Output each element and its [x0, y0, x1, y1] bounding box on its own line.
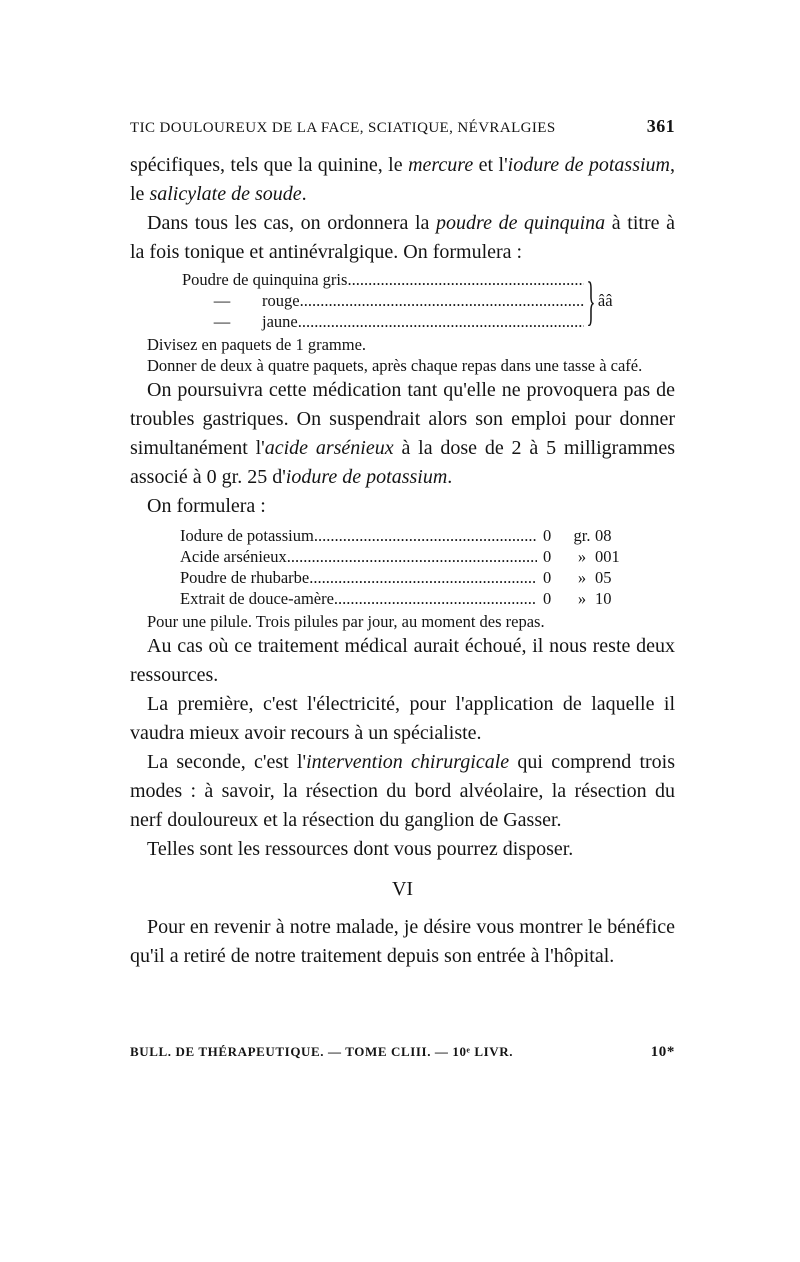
paragraph-5: On poursuivra cette médication tant qu'elle ne provoquera pas de troubles gastriques. On suspendrait alors son emploi pour donner simultanément l'acide arsénieux à la dose de 2 à 5 milligrammes associé à 0 gr. 25 d'iodure de potassium.	[130, 379, 675, 488]
formula-row: Extrait de douce-amère ..... 0 » 10	[180, 588, 625, 609]
paragraph-9: La première, c'est l'électricité, pour l'application de laquelle il vaudra mieux avoir recours à un spécialiste.	[130, 693, 675, 744]
formula-row: Poudre de quinquina gris .....	[182, 269, 584, 290]
running-head	[130, 116, 675, 137]
running-title: TIC DOULOUREUX DE LA FACE, SCIATIQUE, NÉVRALGIES	[130, 120, 556, 136]
paragraph-12: Pour en revenir à notre malade, je désire vous montrer le bénéfice qu'il a retiré de notre traitement depuis son entrée à l'hôpital.	[130, 916, 675, 967]
formula-row: Acide arsénieux ..... 0 » 001	[180, 546, 625, 567]
formula-quantity: ââ	[597, 291, 613, 310]
formula-row: Iodure de potassium ..... 0 gr. 08	[180, 525, 625, 546]
section-heading: VI	[391, 878, 414, 900]
formula-row: — rouge .....	[182, 290, 584, 311]
paragraph-1: spécifiques, tels que la quinine, le mercure et l'iodure de potassium, le salicylate de soude.	[130, 154, 676, 205]
paragraph-10: La seconde, c'est l'intervention chirurgicale qui comprend trois modes : à savoir, la résection du bord alvéolaire, la résection du nerf douloureux et la résection du ganglion de Gasser.	[130, 751, 675, 831]
paragraph-8: Au cas où ce traitement médical aurait échoué, il nous reste deux ressources.	[130, 635, 675, 686]
formula-quinquina	[182, 269, 675, 332]
paragraph-7: Pour une pilule. Trois pilules par jour, au moment des repas.	[147, 612, 545, 631]
paragraph-6: On formulera :	[147, 495, 266, 517]
footer	[130, 1044, 675, 1061]
paragraph-11: Telles sont les ressources dont vous pourrez disposer.	[147, 838, 574, 860]
paragraph-2: Dans tous les cas, on ordonnera la poudre de quinquina à titre à la fois tonique et antinévralgique. On formulera :	[130, 212, 675, 263]
page-number: 361	[646, 116, 675, 136]
formula-row: Poudre de rhubarbe ..... 0 » 05	[180, 567, 625, 588]
paragraph-4: Donner de deux à quatre paquets, après chaque repas dans une tasse à café.	[147, 356, 643, 375]
page	[130, 116, 675, 971]
formula-row: — jaune .....	[182, 311, 584, 332]
paragraph-3: Divisez en paquets de 1 gramme.	[147, 335, 367, 354]
signature-mark: 10*	[650, 1044, 675, 1060]
brace-icon: }	[586, 270, 596, 331]
journal-reference: BULL. DE THÉRAPEUTIQUE. — TOME CLIII. — 10ᵉ LIVR.	[130, 1044, 514, 1059]
formula-pilule	[180, 525, 625, 609]
